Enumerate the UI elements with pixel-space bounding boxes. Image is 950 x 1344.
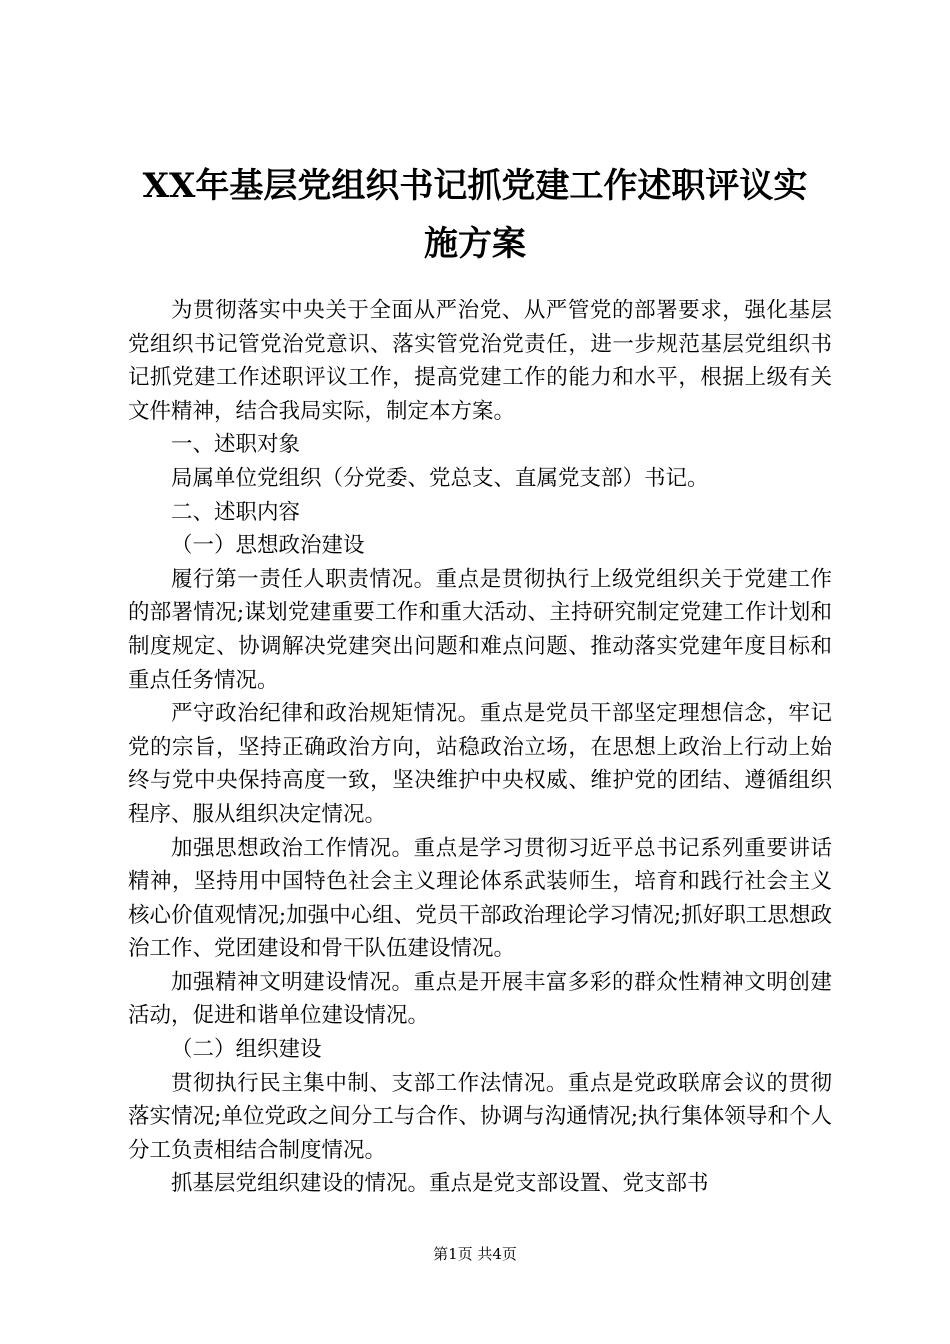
paragraph: 贯彻执行民主集中制、支部工作法情况。重点是党政联席会议的贯彻落实情况;单位党政之间分工与合作、协调与沟通情况;执行集体领导和个人分工负责相结合制度情况。 (128, 1070, 832, 1163)
document-title-line-2: 施方案 (424, 224, 526, 264)
document-title-line-1: XX年基层党组织书记抓党建工作述职评议实 (142, 166, 808, 206)
paragraph: 加强精神文明建设情况。重点是开展丰富多彩的群众性精神文明创建活动，促进和谐单位建设情况。 (128, 969, 832, 1029)
paragraph: 严守政治纪律和政治规矩情况。重点是党员干部坚定理想信念，牢记党的宗旨，坚持正确政治方向，站稳政治立场，在思想上政治上行动上始终与党中央保持高度一致，坚决维护中央权威、维护党的团结、遵循组织程序、服从组织决定情况。 (128, 701, 832, 827)
section-heading: 一、述职对象 (171, 432, 301, 458)
paragraph: 加强思想政治工作情况。重点是学习贯彻习近平总书记系列重要讲话精神，坚持用中国特色社会主义理论体系武装师生，培育和践行社会主义核心价值观情况;加强中心组、党员干部政治理论学习情况;抓好职工思想政治工作、党团建设和骨干队伍建设情况。 (128, 835, 832, 962)
document-body (128, 294, 832, 1201)
subsection-heading: （二）组织建设 (171, 1037, 322, 1063)
page-footer: 第1页 共4页 (433, 1245, 517, 1263)
section-heading: 二、述职内容 (171, 499, 301, 525)
paragraph: 为贯彻落实中央关于全面从严治党、从严管党的部署要求，强化基层党组织书记管党治党意识、落实管党治党责任，进一步规范基层党组织书记抓党建工作述职评议工作，提高党建工作的能力和水平，根据上级有关文件精神，结合我局实际，制定本方案。 (128, 298, 832, 424)
paragraph: 局属单位党组织（分党委、党总支、直属党支部）书记。 (171, 465, 709, 491)
paragraph: 履行第一责任人职责情况。重点是贯彻执行上级党组织关于党建工作的部署情况;谋划党建重要工作和重大活动、主持研究制定党建工作计划和制度规定、协调解决党建突出问题和难点问题、推动落实党建年度目标和重点任务情况。 (128, 566, 832, 693)
subsection-heading: （一）思想政治建设 (171, 533, 365, 559)
paragraph: 抓基层党组织建设的情况。重点是党支部设置、党支部书 (171, 1171, 709, 1197)
